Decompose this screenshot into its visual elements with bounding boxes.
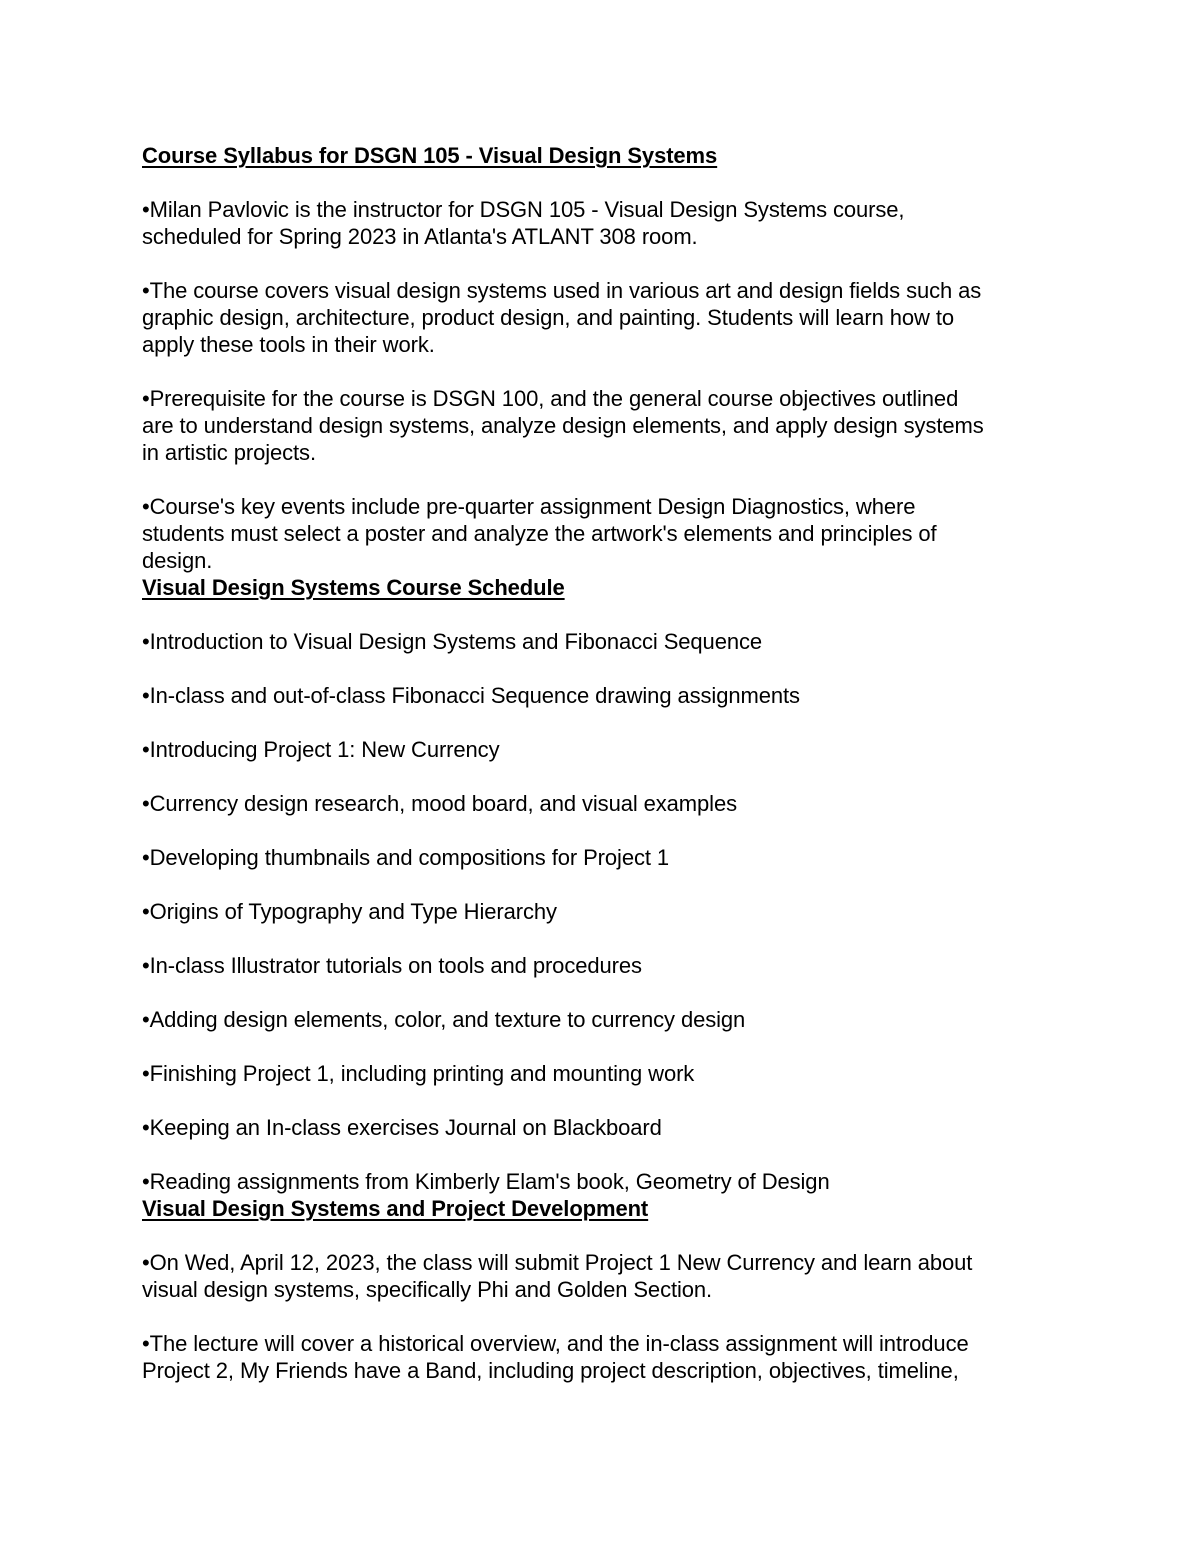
schedule-item: •Adding design elements, color, and texture to currency design	[142, 1007, 746, 1032]
intro-paragraph-4-line-3: design.	[142, 548, 213, 573]
project-paragraph-2-line-1: •The lecture will cover a historical overview, and the in-class assignment will introduce	[142, 1331, 969, 1356]
schedule-item: •In-class and out-of-class Fibonacci Sequence drawing assignments	[142, 683, 800, 708]
intro-paragraph-1-line-2: scheduled for Spring 2023 in Atlanta's ATLANT 308 room.	[142, 224, 698, 249]
schedule-item: •Introducing Project 1: New Currency	[142, 737, 500, 762]
project-heading: Visual Design Systems and Project Development	[142, 1196, 649, 1221]
page-title: Course Syllabus for DSGN 105 - Visual Design Systems	[142, 143, 718, 168]
project-paragraph-2-line-2: Project 2, My Friends have a Band, including project description, objectives, timeline,	[142, 1358, 959, 1383]
intro-paragraph-3-line-1: •Prerequisite for the course is DSGN 100, and the general course objectives outlined	[142, 386, 959, 411]
intro-paragraph-4-line-2: students must select a poster and analyze the artwork's elements and principles of	[142, 521, 937, 546]
schedule-heading: Visual Design Systems Course Schedule	[142, 575, 565, 600]
intro-paragraph-4-line-1: •Course's key events include pre-quarter assignment Design Diagnostics, where	[142, 494, 916, 519]
project-paragraph-1-line-1: •On Wed, April 12, 2023, the class will submit Project 1 New Currency and learn about	[142, 1250, 973, 1275]
schedule-item: •Introduction to Visual Design Systems and Fibonacci Sequence	[142, 629, 762, 654]
schedule-item: •Developing thumbnails and compositions for Project 1	[142, 845, 670, 870]
intro-paragraph-2-line-1: •The course covers visual design systems used in various art and design fields such as	[142, 278, 982, 303]
project-paragraph-1-line-2: visual design systems, specifically Phi and Golden Section.	[142, 1277, 713, 1302]
intro-paragraph-1-line-1: •Milan Pavlovic is the instructor for DSGN 105 - Visual Design Systems course,	[142, 197, 905, 222]
schedule-item: •Origins of Typography and Type Hierarchy	[142, 899, 557, 924]
schedule-item: •Currency design research, mood board, and visual examples	[142, 791, 737, 816]
schedule-item: •Reading assignments from Kimberly Elam's book, Geometry of Design	[142, 1169, 830, 1194]
intro-paragraph-3-line-2: are to understand design systems, analyze design elements, and apply design systems	[142, 413, 984, 438]
intro-paragraph-2-line-2: graphic design, architecture, product design, and painting. Students will learn how to	[142, 305, 955, 330]
schedule-item: •Finishing Project 1, including printing and mounting work	[142, 1061, 695, 1086]
schedule-item: •Keeping an In-class exercises Journal on Blackboard	[142, 1115, 662, 1140]
schedule-item: •In-class Illustrator tutorials on tools and procedures	[142, 953, 642, 978]
intro-paragraph-2-line-3: apply these tools in their work.	[142, 332, 435, 357]
intro-paragraph-3-line-3: in artistic projects.	[142, 440, 316, 465]
